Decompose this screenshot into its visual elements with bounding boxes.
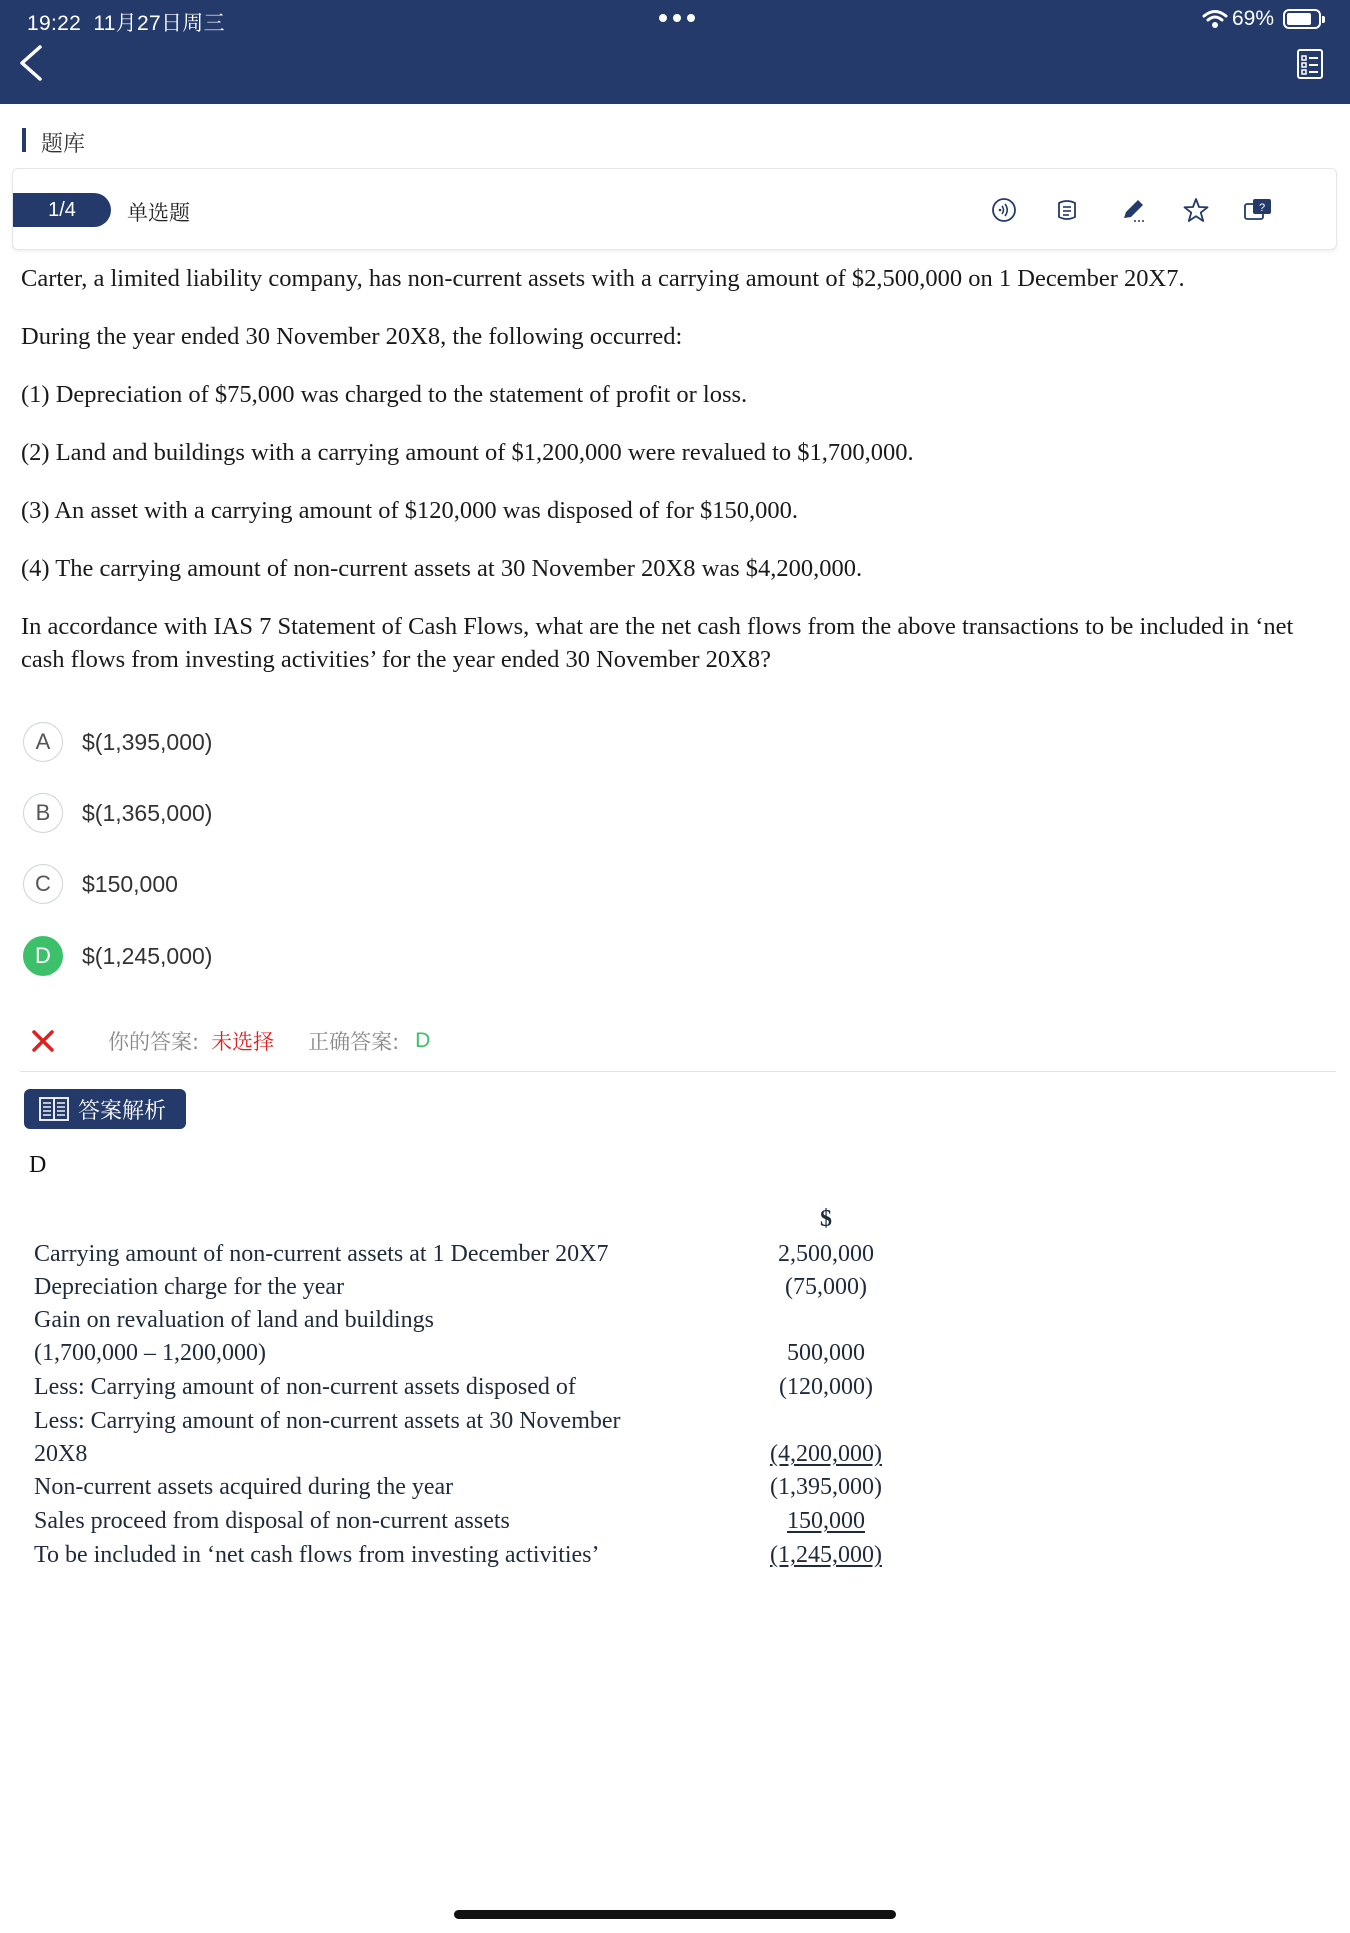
question-paragraph: Carter, a limited liability company, has non-current assets with a carrying amount of $2,500,000 on 1 December 20X7. [21, 265, 1185, 292]
solution-label: Less: Carrying amount of non-current assets at 30 November [34, 1408, 621, 1434]
question-paragraph: (2) Land and buildings with a carrying amount of $1,200,000 were revalued to $1,700,000. [21, 439, 914, 466]
answer-result-row [30, 1024, 430, 1058]
notes-icon[interactable] [1050, 193, 1084, 227]
analysis-badge [24, 1089, 186, 1129]
section-title: 题库 [41, 132, 86, 157]
question-number: 1/4 [13, 193, 111, 227]
wifi-icon [1202, 8, 1228, 30]
solution-label: Depreciation charge for the year [34, 1274, 345, 1300]
question-paragraph: (4) The carrying amount of non-current assets at 30 November 20X8 was $4,200,000. [21, 555, 863, 582]
solution-value: 150,000 [787, 1508, 865, 1534]
option-letter: A [23, 722, 63, 762]
option-letter: D [23, 936, 63, 976]
your-answer-label: 你的答案: [108, 1030, 200, 1054]
option-text: $(1,365,000) [82, 799, 213, 826]
solution-label: Gain on revaluation of land and buildings [34, 1307, 434, 1333]
solution-value: (4,200,000) [770, 1441, 882, 1467]
edit-icon[interactable] [1116, 193, 1150, 227]
solution-label: (1,700,000 – 1,200,000) [34, 1340, 266, 1366]
question-header-card [12, 168, 1337, 250]
currency-header: $ [820, 1206, 832, 1232]
option-text: $(1,245,000) [82, 942, 213, 969]
question-paragraph: In accordance with IAS 7 Statement of Cash Flows, what are the net cash flows from the above transactions to be included in ‘net cash flows from investing activities’ for the year ended 30 November 20X8? [21, 613, 1294, 673]
solution-value: (75,000) [785, 1274, 867, 1300]
analysis-answer-letter: D [29, 1152, 47, 1178]
solution-label: To be included in ‘net cash flows from investing activities’ [34, 1542, 600, 1568]
solution-value: (120,000) [779, 1374, 873, 1400]
question-paragraph: (1) Depreciation of $75,000 was charged to the statement of profit or loss. [21, 381, 748, 408]
divider [20, 1071, 1336, 1072]
battery-percent: 69% [1232, 7, 1275, 30]
analysis-badge-label: 答案解析 [78, 1098, 167, 1124]
solution-value: (1,395,000) [770, 1474, 882, 1500]
multitask-dots-icon[interactable] [659, 14, 695, 22]
status-date: 11月27日周三 [93, 12, 225, 35]
solution-label: Less: Carrying amount of non-current assets disposed of [34, 1374, 576, 1400]
back-arrow-icon[interactable] [12, 42, 52, 84]
svg-text:?: ? [1258, 202, 1266, 214]
option-letter: C [23, 864, 63, 904]
home-indicator[interactable] [454, 1910, 896, 1919]
option-b[interactable] [23, 792, 212, 834]
section-accent-bar [22, 128, 26, 152]
option-text: $150,000 [82, 870, 178, 897]
battery-icon [1283, 9, 1321, 29]
answer-sheet-icon[interactable] [1296, 48, 1324, 80]
option-a[interactable] [23, 721, 212, 763]
option-d[interactable] [23, 935, 212, 977]
solution-value: 2,500,000 [778, 1241, 874, 1267]
option-letter: B [23, 793, 63, 833]
correct-answer-value: D [415, 1029, 431, 1052]
feedback-icon[interactable] [1241, 193, 1275, 227]
option-text: $(1,395,000) [82, 728, 213, 755]
question-text [21, 262, 1336, 701]
solution-value: 500,000 [787, 1340, 865, 1366]
book-icon [38, 1095, 70, 1123]
option-c[interactable] [23, 863, 178, 905]
solution-label: 20X8 [34, 1441, 88, 1467]
audio-icon[interactable] [987, 193, 1021, 227]
wrong-x-icon [30, 1028, 56, 1054]
question-type: 单选题 [127, 201, 190, 225]
star-icon[interactable] [1179, 193, 1213, 227]
top-nav-bar [0, 0, 1350, 104]
solution-label: Carrying amount of non-current assets at 1 December 20X7 [34, 1241, 609, 1267]
solution-label: Sales proceed from disposal of non-current assets [34, 1508, 510, 1534]
question-paragraph: During the year ended 30 November 20X8, the following occurred: [21, 323, 683, 350]
correct-answer-label: 正确答案: [308, 1030, 400, 1054]
solution-label: Non-current assets acquired during the year [34, 1474, 454, 1500]
question-paragraph: (3) An asset with a carrying amount of $120,000 was disposed of for $150,000. [21, 497, 799, 524]
your-answer-value: 未选择 [211, 1030, 275, 1054]
status-clock: 19:22 [27, 12, 82, 35]
solution-total: (1,245,000) [770, 1542, 882, 1568]
status-time [27, 7, 225, 37]
